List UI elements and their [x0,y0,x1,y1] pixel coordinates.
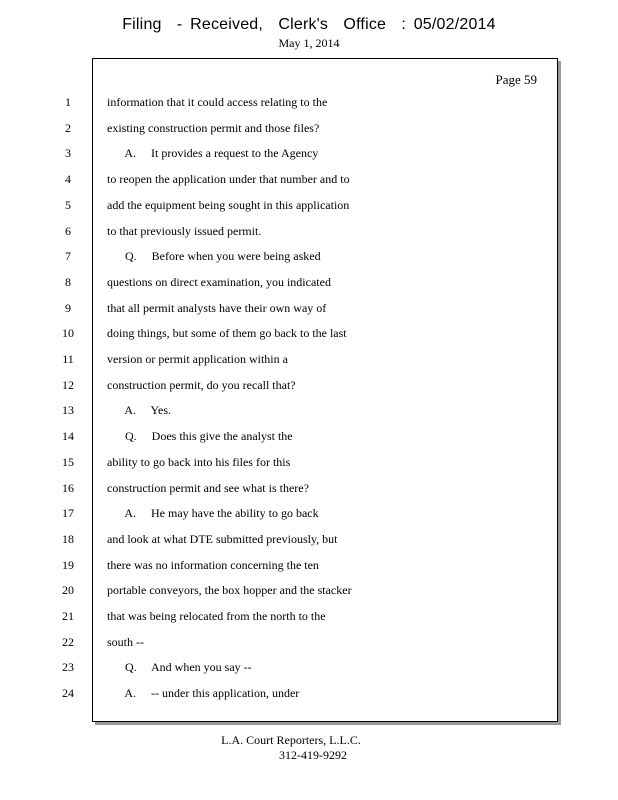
line-text: add the equipment being sought in this application [107,197,350,212]
line-text: that was being relocated from the north to the [107,609,326,623]
line-number: 20 [62,583,74,598]
line-number: 6 [65,223,71,238]
page-number: Page 59 [495,72,537,87]
line-number: 18 [62,531,74,546]
line-text: Q. Does this give the analyst the [107,429,293,444]
line-number: 13 [62,403,74,418]
line-text: construction permit and see what is there? [107,480,309,495]
line-text: south -- [107,634,144,649]
line-text: that all permit analysts have their own way of [107,300,327,315]
line-text: A. It provides a request to the Agency [107,146,319,161]
header-date: May 1, 2014 [278,36,340,50]
line-text: A. He may have the ability to go back [107,506,319,521]
line-number: 21 [62,609,74,623]
line-number: 3 [65,146,71,161]
line-text: A. Yes. [107,403,172,418]
line-number: 12 [62,377,74,392]
line-number: 15 [62,454,74,469]
line-text: ability to go back into his files for this [107,454,291,469]
line-number: 10 [62,326,74,341]
line-number: 22 [62,634,74,649]
line-number: 24 [62,686,74,701]
line-number: 16 [62,480,74,495]
line-text: doing things, but some of them go back to the last [107,326,347,341]
filing-stamp: Filing - Received, Clerk's Office : 05/02/2014 [122,16,496,33]
line-text: information that it could access relating to the [107,95,328,109]
line-number: 17 [62,506,74,521]
line-number: 7 [65,249,71,264]
line-number: 11 [62,352,74,366]
line-text: version or permit application within a [107,352,288,366]
line-text: Q. Before when you were being asked [107,249,321,264]
line-text: existing construction permit and those files? [107,120,320,135]
line-text: questions on direct examination, you indicated [107,274,331,289]
line-text: to that previously issued permit. [107,223,262,238]
footer-phone: 312-419-9292 [279,748,347,762]
line-text: A. -- under this application, under [107,686,300,701]
line-number: 5 [65,197,71,212]
line-number: 19 [62,557,74,572]
line-number: 9 [65,300,71,315]
line-number: 8 [65,274,71,289]
line-text: construction permit, do you recall that? [107,377,296,392]
line-text: there was no information concerning the ten [107,557,319,572]
line-number: 14 [62,429,74,444]
line-number: 1 [65,95,71,109]
line-text: Q. And when you say -- [107,660,252,675]
line-text: and look at what DTE submitted previously, but [107,531,338,546]
line-text: to reopen the application under that number and to [107,172,350,187]
footer-company: L.A. Court Reporters, L.L.C. [221,733,361,747]
line-text: portable conveyors, the box hopper and the stacker [107,583,352,598]
line-number: 2 [65,120,71,135]
line-number: 23 [62,660,74,675]
line-number: 4 [65,172,71,187]
